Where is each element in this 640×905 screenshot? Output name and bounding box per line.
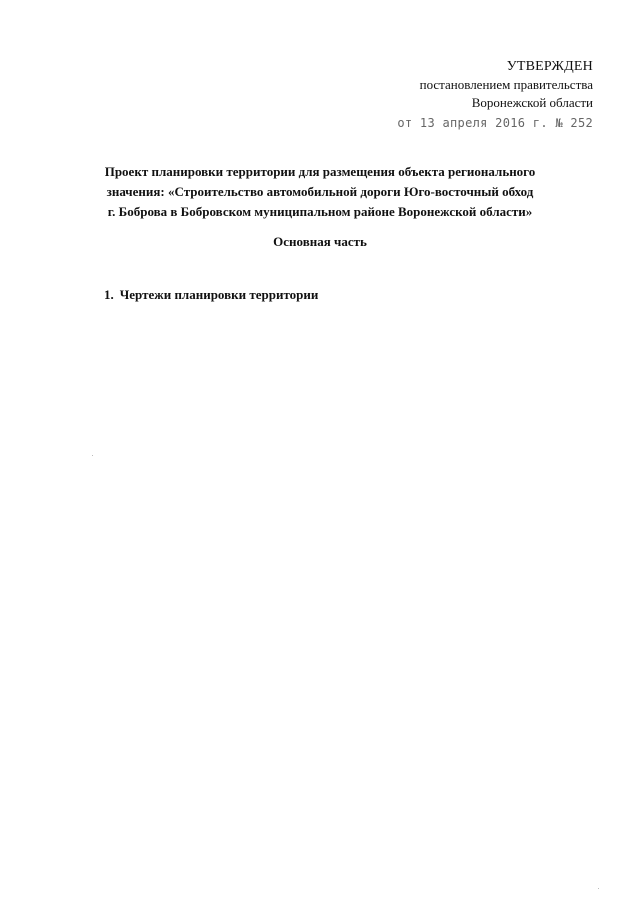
approval-region: Воронежской области xyxy=(471,95,593,110)
document-title xyxy=(50,162,590,222)
decree-date-number: от 13 апреля 2016 г. № 252 xyxy=(397,116,593,130)
list-item-label: Чертежи планировки территории xyxy=(119,287,319,302)
document-title-line: г. Боброва в Бобровском муниципальном районе Воронежской области» xyxy=(107,204,533,219)
document-title-line: Проект планировки территории для размещения объекта регионального xyxy=(104,164,536,179)
section-heading: Основная часть xyxy=(273,234,367,249)
document-title-line: значения: «Строительство автомобильной дороги Юго-восточный обход xyxy=(106,184,534,199)
approval-block xyxy=(293,58,593,132)
list-item-number: 1. xyxy=(104,287,114,302)
list-item xyxy=(104,287,318,303)
approval-status: УТВЕРЖДЕН xyxy=(506,59,593,74)
scan-speck xyxy=(92,455,93,456)
scan-speck xyxy=(598,888,599,889)
approval-by-line: постановлением правительства xyxy=(419,77,593,92)
